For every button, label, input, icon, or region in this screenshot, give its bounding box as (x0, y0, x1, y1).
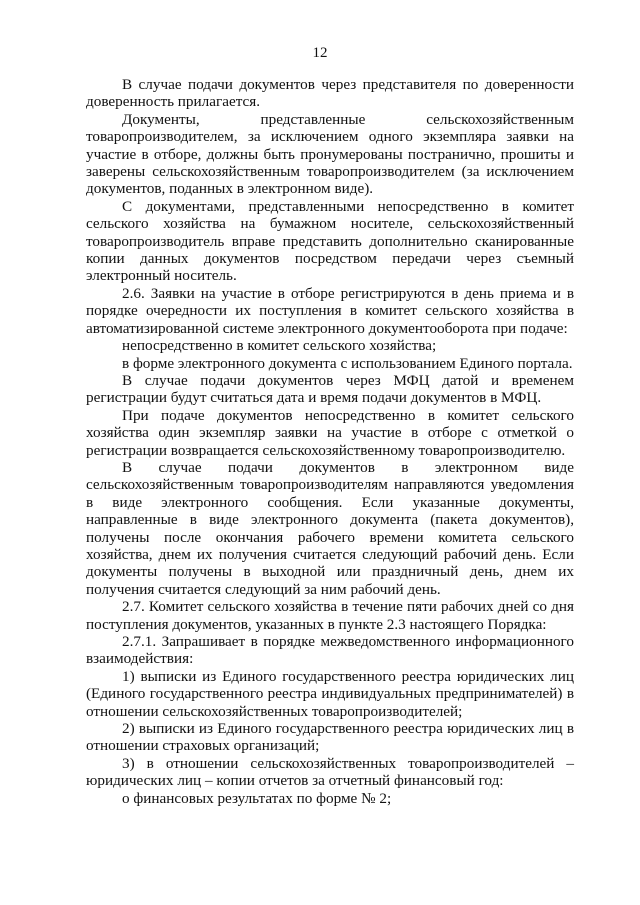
paragraph-mfc-registration: В случае подачи документов через МФЦ датой и временем регистрации будут считаться дата и время подачи документов в МФЦ. (86, 371, 574, 407)
paragraph-copy-returned: При подаче документов непосредственно в комитет сельского хозяйства один экземпляр заявки на участие в отборе с отметкой о регистрации возвращается сельскохозяйственному товаропроизводителю. (86, 406, 574, 459)
paragraph-item-2: 2) выписки из Единого государственного реестра юридических лиц в отношении страховых организаций; (86, 720, 574, 755)
paragraph-submission-direct: непосредственно в комитет сельского хозяйства; (122, 337, 437, 355)
paragraph-item-1: 1) выписки из Единого государственного реестра юридических лиц (Единого государственного реестра индивидуальных предпринимателей) в отношении сельскохозяйственных товаропроизводителей; (86, 667, 574, 720)
page-number: 12 (312, 45, 328, 61)
paragraph-scanned-copies: С документами, представленными непосредственно в комитет сельского хозяйства на бумажном носителе, сельскохозяйственный товаропроизводитель вправе представить дополнительно сканированные копии данных документов посредством передачи через съемный электронный носитель. (86, 197, 574, 285)
paragraph-power-of-attorney: В случае подачи документов через представителя по доверенности доверенность прилагается. (86, 76, 574, 111)
paragraph-submission-electronic: в форме электронного документа с использованием Единого портала. (122, 354, 573, 372)
document-body (86, 76, 574, 807)
paragraph-section-2-6: 2.6. Заявки на участие в отборе регистрируются в день приема и в порядке очередности их поступления в комитет сельского хозяйства в автоматизированной системе электронного документооборота при подаче: (86, 284, 574, 337)
paragraph-section-2-7-1: 2.7.1. Запрашивает в порядке межведомственного информационного взаимодействия: (86, 633, 574, 668)
paragraph-electronic-notification: В случае подачи документов в электронном виде сельскохозяйственным товаропроизводителям направляются уведомления в виде электронного сообщения. Если указанные документы, направленные в виде электронного документа (пакета документов), получены после окончания рабочего времени комитета сельского хозяйства, днем их получения считается следующий рабочий день. Если документы получены в выходной или праздничный день, днем их получения считается следующий за ним рабочий день. (86, 458, 574, 598)
paragraph-form-2: о финансовых результатах по форме № 2; (122, 789, 392, 807)
paragraph-item-3: 3) в отношении сельскохозяйственных товаропроизводителей – юридических лиц – копии отчетов за отчетный финансовый год: (86, 754, 574, 790)
paragraph-section-2-7: 2.7. Комитет сельского хозяйства в течение пяти рабочих дней со дня поступления документов, указанных в пункте 2.3 настоящего Порядка: (86, 598, 574, 633)
paragraph-document-numbering: Документы, представленные сельскохозяйственным товаропроизводителем, за исключением одного экземпляра заявки на участие в отборе, должны быть пронумерованы постранично, прошиты и заверены сельскохозяйственным товаропроизводителем (за исключением документов, поданных в электронном виде). (86, 110, 574, 198)
